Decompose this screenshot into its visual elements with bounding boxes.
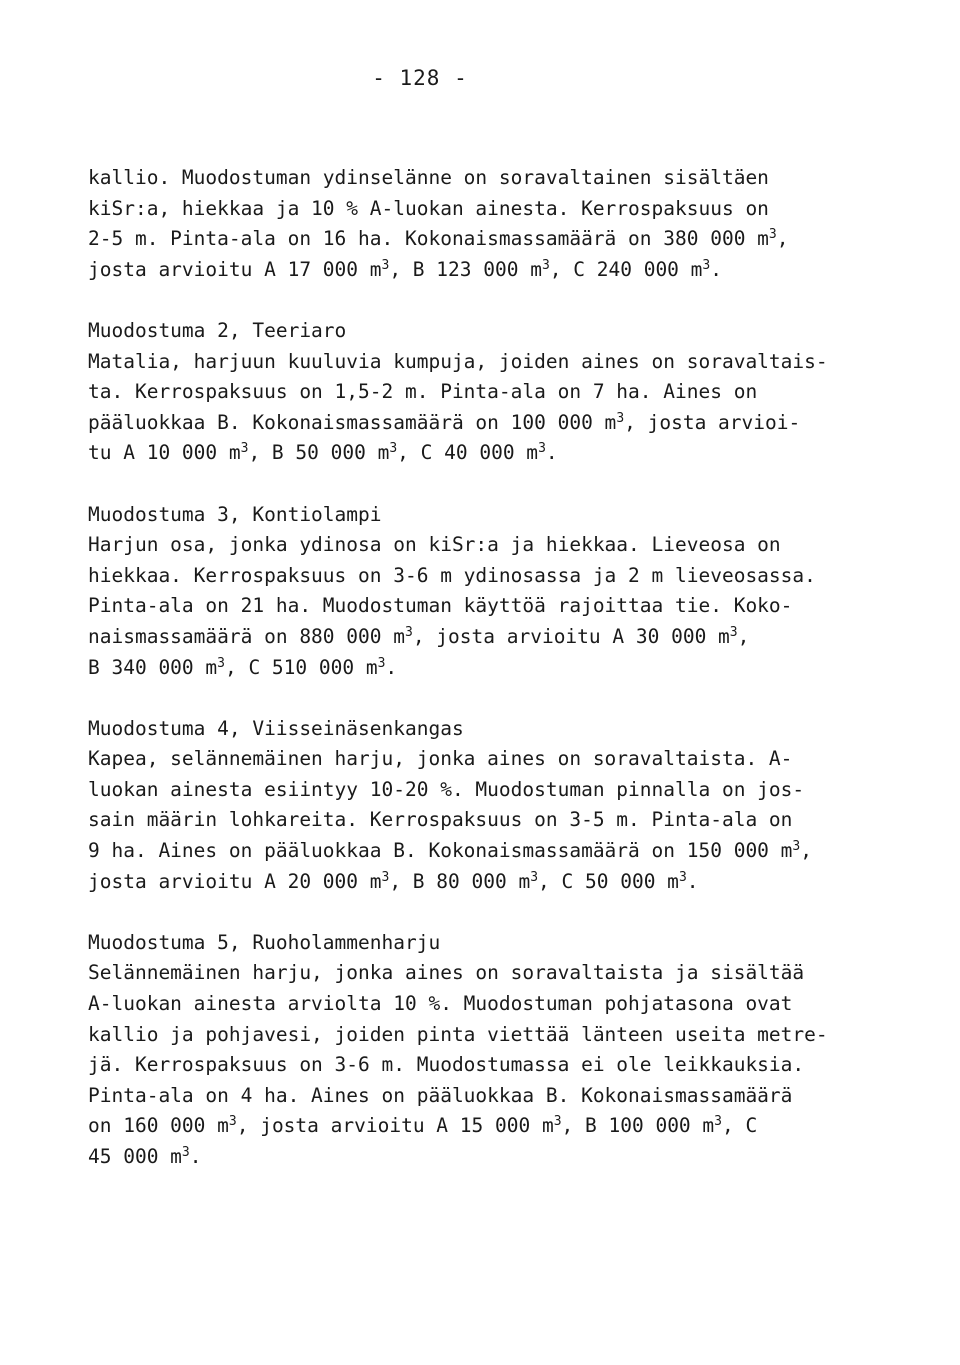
paragraph-gap bbox=[88, 469, 908, 500]
section-heading: Muodostuma 2, Teeriaro bbox=[88, 318, 347, 342]
page-number: - 128 - bbox=[372, 66, 468, 90]
text-line: jä. Kerrospaksuus on 3-6 m. Muodostumassa ei ole leikkauksia. bbox=[88, 1053, 805, 1077]
text-line: Kapea, selännemäinen harju, jonka aines on soravaltaista. A- bbox=[88, 747, 793, 771]
text-line: pääluokkaa B. Kokonaismassamäärä on 100 000 $m^3$, josta arvioi- bbox=[88, 410, 801, 434]
text-line: sain määrin lohkareita. Kerrospaksuus on 3-5 m. Pinta-ala on bbox=[88, 808, 793, 832]
text-line: 9 ha. Aines on pääluokkaa B. Kokonaismassamäärä on 150 000 $m^3$, bbox=[88, 838, 812, 863]
paragraph-gap bbox=[88, 897, 908, 928]
paragraph-gap bbox=[88, 683, 908, 714]
section-heading: Muodostuma 5, Ruoholammenharju bbox=[88, 930, 441, 954]
text-line: naismassamäärä on 880 000 $m^3$, josta arvioitu A 30 000 $m^3$, bbox=[88, 624, 750, 648]
text-line: A-luokan ainesta arviolta 10 %. Muodostuman pohjatasona ovat bbox=[88, 992, 793, 1016]
text-line: Pinta-ala on 4 ha. Aines on pääluokkaa B. Kokonaismassamäärä bbox=[88, 1083, 793, 1107]
text-line: josta arvioitu A 17 000 $m^3$, B 123 000 $m^3$, C 240 000 $m^3$. bbox=[88, 257, 722, 281]
text-line: ta. Kerrospaksuus on 1,5-2 m. Pinta-ala on 7 ha. Aines on bbox=[88, 380, 758, 404]
text-line: luokan ainesta esiintyy 10-20 %. Muodostuman pinnalla on jos- bbox=[88, 777, 805, 801]
text-line: on 160 000 $m^3$, josta arvioitu A 15 000 $m^3$, B 100 000 $m^3$, C bbox=[88, 1114, 758, 1138]
text-line: B 340 000 $m^3$, C 510 000 $m^3$. bbox=[88, 655, 398, 679]
text-line: 2-5 m. Pinta-ala on 16 ha. Kokonaismassamäärä on 380 000 $m^3$, bbox=[88, 227, 789, 251]
text-line: Harjun osa, jonka ydinosa on kiSr:a ja hiekkaa. Lieveosa on bbox=[88, 533, 781, 557]
text-line: 45 000 $m^3$. bbox=[88, 1144, 202, 1168]
text-line: josta arvioitu A 20 000 $m^3$, B 80 000 $m^3$, C 50 000 $m^3$. bbox=[88, 869, 699, 893]
text-line: Selännemäinen harju, jonka aines on soravaltaista ja sisältää bbox=[88, 961, 805, 985]
paragraph-gap bbox=[88, 285, 908, 316]
text-line: kallio. Muodostuman ydinselänne on soravaltainen sisältäen bbox=[88, 166, 769, 189]
section-heading: Muodostuma 3, Kontiolampi bbox=[88, 502, 382, 526]
text-line: tu A 10 000 $m^3$, B 50 000 $m^3$, C 40 000 $m^3$. bbox=[88, 441, 558, 465]
text-line: Matalia, harjuun kuuluvia kumpuja, joiden aines on soravaltais- bbox=[88, 349, 828, 373]
text-line: kallio ja pohjavesi, joiden pinta viettää länteen useita metre- bbox=[88, 1022, 828, 1046]
section-heading: Muodostuma 4, Viisseinäsenkangas bbox=[88, 716, 464, 740]
document-body bbox=[88, 163, 908, 1173]
text-line: hiekkaa. Kerrospaksuus on 3-6 m ydinosassa ja 2 m lieveosassa. bbox=[88, 563, 816, 587]
text-line: kiSr:a, hiekkaa ja 10 % A-luokan ainesta. Kerrospaksuus on bbox=[88, 196, 769, 220]
text-line: Pinta-ala on 21 ha. Muodostuman käyttöä rajoittaa tie. Koko- bbox=[88, 594, 793, 618]
